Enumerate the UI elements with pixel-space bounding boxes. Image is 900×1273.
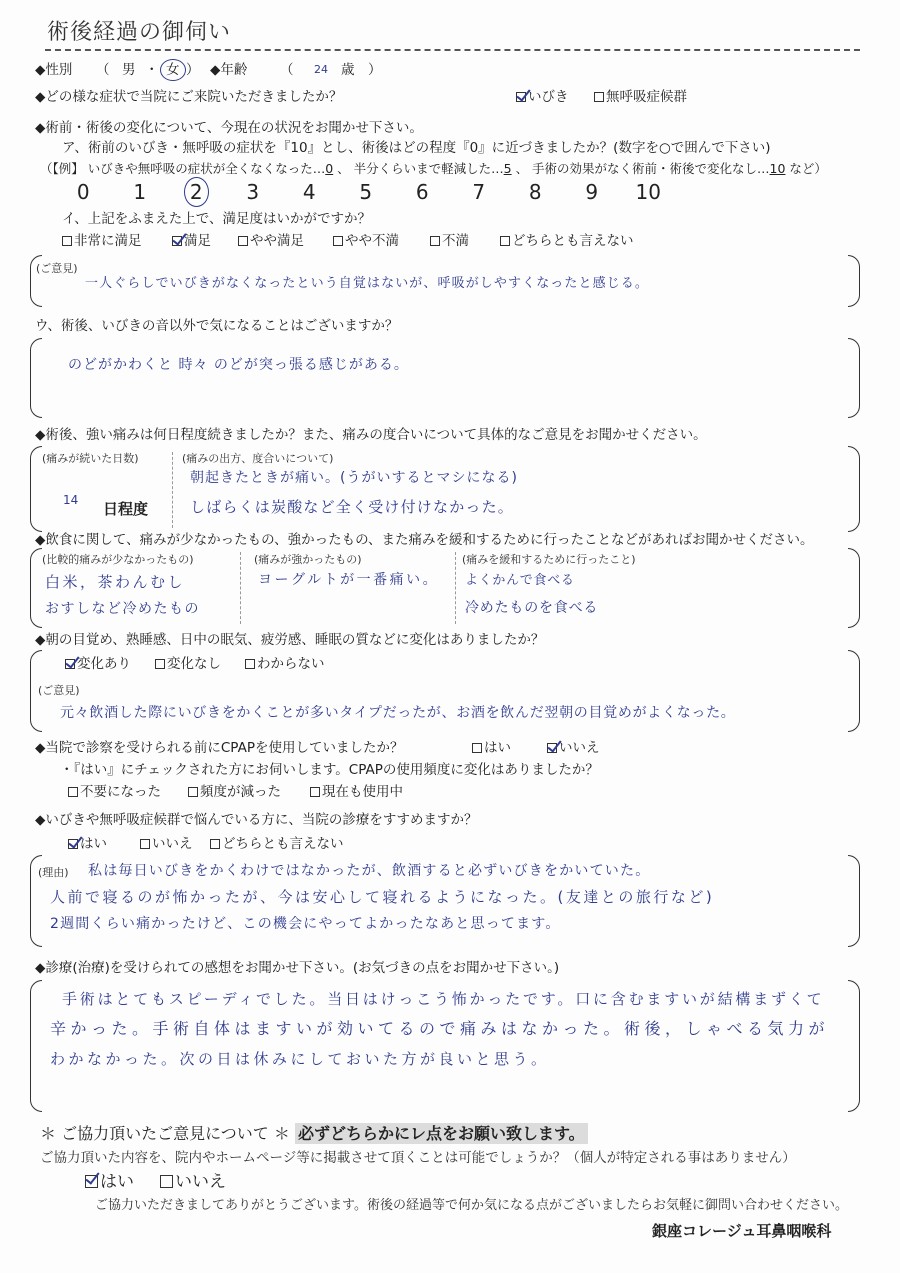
recommend-option-yes[interactable] [68, 836, 107, 852]
improvement-scale [55, 180, 677, 204]
age-value[interactable]: 24 [314, 63, 328, 76]
satisfaction-option-neutral[interactable] [500, 233, 634, 249]
pain-question: ◆術後、強い痛みは何日程度続きましたか？また、痛みの度合いについて具体的なご意見をお聞かせください。 [35, 427, 707, 443]
sex-paren-close: ） [186, 62, 200, 78]
symptom-option-snoring[interactable] [516, 89, 569, 105]
sleep-option-unchanged[interactable] [155, 656, 221, 672]
scale-number: 10 [635, 180, 661, 204]
scale-option-1[interactable] [112, 180, 169, 204]
satisfaction-comment: 一人ぐらしでいびきがなくなったという自覚はないが、呼吸がしやすくなったと感じる。 [85, 276, 650, 291]
option-label: どちらとも言えない [222, 836, 344, 852]
checkbox[interactable] [68, 787, 78, 797]
concern-answer-box [30, 338, 860, 418]
food-divider-1 [240, 552, 241, 624]
scale-option-7[interactable] [451, 180, 508, 204]
checkbox[interactable] [472, 743, 482, 753]
pain-detail-line-2: しばらくは炭酸など全く受け付けなかった。 [190, 498, 515, 516]
option-label: わからない [257, 656, 325, 672]
scale-number: 1 [133, 180, 147, 204]
example-value-0: 0 [325, 161, 334, 176]
satisfaction-option-somewhat-dissatisfied[interactable] [333, 233, 399, 249]
cpap-question: ◆当院で診察を受けられる前にCPAPを使用していましたか？ [35, 740, 404, 756]
food-relief-line-2: 冷めたものを食べる [465, 600, 599, 616]
pain-answer-box [30, 446, 860, 532]
food-question: ◆飲食に関して、痛みが少なかったもの、強かったもの、また痛みを緩和するために行ったことなどがあればお聞かせください。 [35, 532, 814, 548]
sleep-option-unknown[interactable] [245, 656, 325, 672]
example-text-4: など） [785, 161, 827, 176]
scale-option-2[interactable] [168, 180, 225, 204]
impression-line-3: わかなかった。次の日は休みにしておいた方が良いと思う。 [50, 1050, 550, 1068]
sex-paren-open: （ [96, 62, 110, 78]
scale-option-4[interactable] [281, 180, 338, 204]
scale-option-0[interactable] [55, 180, 112, 204]
consent-heading-prefix: ＊ ご協力頂いたご意見について ＊ [40, 1124, 290, 1143]
option-label: 頻度が減った [200, 784, 281, 800]
sex-label: ◆性別 [35, 62, 73, 78]
cpap-followup-question: ・『はい』にチェックされた方にお伺いします。CPAPの使用頻度に変化はありましたか？ [60, 762, 599, 778]
option-label: 現在も使用中 [322, 784, 403, 800]
concern-question: ウ、術後、いびきの音以外で気になることはございますか？ [35, 318, 399, 334]
recommend-option-no[interactable] [140, 836, 193, 852]
scale-option-9[interactable] [564, 180, 621, 204]
pain-days-unit: 日程度 [103, 500, 149, 518]
age-paren-open: （ [280, 62, 294, 78]
pain-divider [172, 452, 173, 528]
cpap-option-no[interactable] [547, 740, 600, 756]
concern-answer: のどがかわくと 時々 のどが突っ張る感じがある。 [68, 357, 409, 373]
option-label: はい [80, 836, 107, 852]
food-less-pain-label: (比較的痛みが少なかったもの) [42, 553, 194, 566]
satisfaction-question: イ、上記をふまえた上で、満足度はいかがですか？ [62, 211, 372, 227]
food-less-pain-line-1: 白米，茶わんむし [45, 573, 186, 591]
recommend-reason-label: (理由) [38, 866, 69, 879]
checkbox[interactable] [155, 659, 165, 669]
option-label: 不要になった [80, 784, 161, 800]
satisfaction-option-somewhat-satisfied[interactable] [238, 233, 304, 249]
food-relief-line-1: よくかんで食べる [465, 573, 575, 588]
food-divider-2 [455, 552, 456, 624]
checkbox[interactable] [188, 787, 198, 797]
recommend-option-neutral[interactable] [210, 836, 344, 852]
sex-option-male[interactable]: 男 [122, 62, 136, 78]
pain-days-label: (痛みが続いた日数) [42, 452, 139, 465]
sleep-option-changed[interactable] [65, 656, 131, 672]
scale-number: 3 [246, 180, 260, 204]
food-more-pain-line-1: ヨーグルトが一番痛い。 [258, 572, 440, 588]
checkbox[interactable] [430, 236, 440, 246]
recommend-reason-line-2: 人前で寝るのが怖かったが、今は安心して寝れるようになった。(友達との旅行など) [50, 888, 715, 906]
satisfaction-option-satisfied[interactable] [172, 233, 211, 249]
consent-question: ご協力頂いた内容を、院内やホームページ等に掲載させて頂くことは可能でしょうか？（個人が特定される事はありません） [40, 1150, 796, 1166]
sleep-comment-label: (ご意見) [38, 684, 80, 697]
checkbox[interactable] [65, 659, 75, 669]
pain-detail-label: (痛みの出方、度合いについて) [182, 452, 334, 465]
scale-option-6[interactable] [394, 180, 451, 204]
sex-option-female[interactable]: 女 [166, 62, 180, 78]
checkbox[interactable] [68, 839, 78, 849]
age-paren-close: ） [368, 62, 382, 78]
scale-number: 9 [585, 180, 599, 204]
pain-detail-line-1: 朝起きたときが痛い。(うがいするとマシになる) [190, 470, 518, 486]
option-label: 非常に満足 [74, 233, 142, 249]
option-label: 変化なし [167, 656, 221, 672]
symptom-option-apnea[interactable] [594, 89, 687, 105]
option-label: 不満 [442, 233, 469, 249]
checkbox[interactable] [210, 839, 220, 849]
change-heading: ◆術前・術後の変化について、今現在の状況をお聞かせ下さい。 [35, 120, 423, 136]
option-label: いびき [528, 89, 569, 105]
sleep-question: ◆朝の目覚め、熟睡感、日中の眠気、疲労感、睡眠の質などに変化はありましたか？ [35, 632, 545, 648]
thanks-message: ご協力いただきましてありがとうございます。術後の経過等で何か気になる点がございましたらお気軽に御問い合わせください。 [95, 1198, 848, 1213]
checkbox[interactable] [333, 236, 343, 246]
option-label: やや満足 [250, 233, 304, 249]
option-label: 変化あり [77, 656, 131, 672]
impression-line-1: 手術はとてもスピーディでした。当日はけっこう怖かったです。口に含むますいが結構まずくて [62, 990, 825, 1008]
recommend-reason-line-3: 2週間くらい痛かったけど、この機会にやってよかったなあと思ってます。 [50, 916, 561, 932]
example-value-10: 10 [769, 161, 786, 176]
sex-separator: ・ [145, 62, 159, 78]
option-label: いいえ [175, 1172, 226, 1192]
checkbox[interactable] [310, 787, 320, 797]
symptom-question: ◆どの様な症状で当院にご来院いただきましたか？ [35, 89, 343, 105]
consent-option-yes[interactable] [85, 1172, 134, 1192]
scale-number: 0 [76, 180, 90, 204]
cpap-followup-option-reduced[interactable] [188, 784, 281, 800]
age-label: ◆年齢 [210, 62, 248, 78]
satisfaction-comment-label: (ご意見) [36, 262, 78, 275]
checkbox[interactable] [594, 92, 604, 102]
change-example [40, 161, 827, 176]
scale-number: 6 [415, 180, 429, 204]
checkbox[interactable] [140, 839, 150, 849]
satisfaction-option-very-satisfied[interactable] [62, 233, 142, 249]
title-underline [45, 49, 860, 51]
scale-number: 5 [359, 180, 373, 204]
example-text-1: （【例】 いびきや無呼吸の症状が全くなくなった… [40, 161, 326, 176]
food-more-pain-label: (痛みが強かったもの) [254, 553, 362, 566]
checkbox[interactable] [238, 236, 248, 246]
consent-heading-emphasis: 必ずどちらかにレ点をお願い致します。 [295, 1123, 588, 1144]
example-value-5: 5 [503, 161, 512, 176]
option-label: はい [484, 740, 511, 756]
checkbox[interactable] [547, 743, 557, 753]
clinic-name: 銀座コレージュ耳鼻咽喉科 [652, 1222, 832, 1240]
cpap-followup-option-still-using[interactable] [310, 784, 403, 800]
impression-line-2: 辛かった。手術自体はますいが効いてるので痛みはなかった。術後，しゃべる気力が [50, 1019, 830, 1038]
checkbox[interactable] [172, 236, 182, 246]
scale-option-5[interactable] [338, 180, 395, 204]
scale-number: 4 [302, 180, 316, 204]
page-title: 術後経過の御伺い [47, 20, 232, 45]
food-less-pain-line-2: おすしなど冷めたもの [45, 601, 200, 617]
cpap-followup-option-not-needed[interactable] [68, 784, 161, 800]
sleep-comment: 元々飲酒した際にいびきをかくことが多いタイプだったが、お酒を飲んだ翌朝の目覚めがよくなった。 [60, 705, 736, 721]
option-label: いいえ [559, 740, 600, 756]
change-question-a: ア、術前のいびき・無呼吸の症状を『10』とし、術後はどの程度『0』に近づきましたか？(数字を○で囲んで下さい) [62, 140, 771, 156]
option-label: 満足 [184, 233, 211, 249]
food-relief-label: (痛みを緩和するために行ったこと) [462, 553, 636, 566]
scale-option-8[interactable] [507, 180, 564, 204]
scale-number: 2 [189, 180, 203, 204]
cpap-option-yes[interactable] [472, 740, 511, 756]
recommend-reason-line-1: 私は毎日いびきをかくわけではなかったが、飲酒すると必ずいびきをかいていた。 [88, 863, 651, 879]
satisfaction-option-dissatisfied[interactable] [430, 233, 469, 249]
scale-number: 8 [528, 180, 542, 204]
option-label: はい [100, 1172, 134, 1192]
option-label: やや不満 [345, 233, 399, 249]
scale-option-3[interactable] [225, 180, 282, 204]
example-text-3: 、 手術の効果がなく術前・術後で変化なし… [511, 161, 770, 176]
consent-heading [40, 1124, 588, 1144]
consent-option-no[interactable] [160, 1172, 226, 1192]
example-text-2: 、 半分くらいまで軽減した… [333, 161, 504, 176]
recommend-question: ◆いびきや無呼吸症候群で悩んでいる方に、当院の診療をすすめますか？ [35, 812, 478, 828]
impression-question: ◆診療(治療)を受けられての感想をお聞かせ下さい。(お気づきの点をお聞かせ下さい。) [35, 960, 560, 976]
scale-number: 7 [472, 180, 486, 204]
checkbox[interactable] [500, 236, 510, 246]
checkbox[interactable] [160, 1175, 173, 1188]
option-label: 無呼吸症候群 [606, 89, 687, 105]
checkbox[interactable] [245, 659, 255, 669]
option-label: どちらとも言えない [512, 233, 634, 249]
checkbox[interactable] [516, 92, 526, 102]
option-label: いいえ [152, 836, 193, 852]
checkbox[interactable] [62, 236, 72, 246]
age-unit: 歳 [341, 62, 355, 78]
scale-option-10[interactable] [620, 180, 677, 204]
checkbox[interactable] [85, 1175, 98, 1188]
pain-days-value: 14 [63, 493, 79, 507]
